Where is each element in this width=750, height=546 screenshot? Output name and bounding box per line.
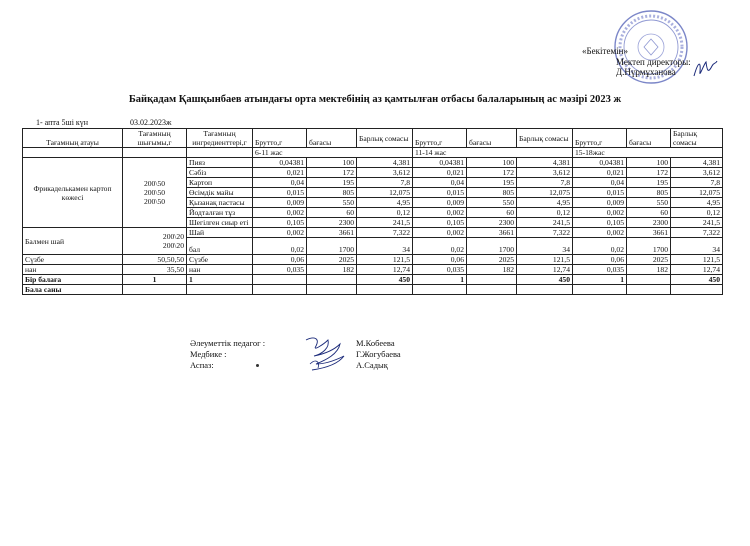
cell: 1: [123, 275, 187, 285]
cell: 182: [627, 265, 671, 275]
cell: 805: [307, 188, 357, 198]
ingredient-name: Сүзбе: [187, 255, 253, 265]
page-title: Байқадам Қашқынбаев атындағы орта мектебінің аз қамтылған отбасы балаларының ас мәзірі 2023 ж: [128, 94, 622, 105]
staff-role: Медбике :: [190, 349, 227, 359]
cell: 2025: [467, 255, 517, 265]
dish-name: Балмен шай: [23, 228, 123, 255]
ingredient-name: Йодталған тұз: [187, 208, 253, 218]
ink-dot: [256, 364, 259, 367]
menu-table: [22, 128, 723, 295]
cell: 121,5: [517, 255, 573, 265]
cell: 0,009: [573, 198, 627, 208]
cell: 0,015: [413, 188, 467, 198]
cell: 121,5: [357, 255, 413, 265]
cell: 121,5: [671, 255, 723, 265]
cell: 0,06: [253, 255, 307, 265]
cell: 0,009: [253, 198, 307, 208]
dish-yield: 50,50,50: [123, 255, 187, 265]
cell: 0,105: [573, 218, 627, 228]
cell: 100: [307, 158, 357, 168]
table-row: [23, 228, 723, 238]
cell: 4,95: [671, 198, 723, 208]
dish-name: нан: [23, 265, 123, 275]
cell: 7,8: [357, 178, 413, 188]
cell: 7,322: [671, 228, 723, 238]
cell: 1: [413, 275, 467, 285]
cell: 241,5: [517, 218, 573, 228]
cell: 0,04381: [573, 158, 627, 168]
dish-name: Сүзбе: [23, 255, 123, 265]
ingredient-name: бал: [187, 238, 253, 255]
header-gross: Брутто,г: [413, 129, 467, 148]
dish-name: Фрикаделькамен картоп көжесі: [23, 158, 123, 228]
cell: 100: [627, 158, 671, 168]
cell: 0,06: [573, 255, 627, 265]
ingredient-name: Пияз: [187, 158, 253, 168]
cell: 3,612: [517, 168, 573, 178]
cell: 3,612: [671, 168, 723, 178]
cell: 7,8: [671, 178, 723, 188]
cell: 12,74: [517, 265, 573, 275]
cell: 182: [467, 265, 517, 275]
cell: 0,12: [517, 208, 573, 218]
header-ingredients: Тағамның ингредиенттері,г: [187, 129, 253, 148]
cell: 7,322: [357, 228, 413, 238]
cell: 0,021: [253, 168, 307, 178]
staff-name: А.Садық: [356, 360, 388, 370]
ingredient-name: Өсімдік майы: [187, 188, 253, 198]
cell: 3661: [627, 228, 671, 238]
cell: 4,381: [671, 158, 723, 168]
cell: 182: [307, 265, 357, 275]
cell: 0,035: [253, 265, 307, 275]
table-row: [23, 265, 723, 275]
director-name: Д.Нүрмұханова: [616, 67, 676, 77]
cell: 1700: [627, 238, 671, 255]
ingredient-name: нан: [187, 265, 253, 275]
approval-heading: «Бекітемін»: [582, 46, 628, 56]
cell: 1: [187, 275, 253, 285]
cell: 12,74: [357, 265, 413, 275]
cell: 0,12: [357, 208, 413, 218]
cell: 0,04: [413, 178, 467, 188]
menu-date: 03.02.2023ж: [130, 118, 172, 127]
cell: 550: [307, 198, 357, 208]
header-row: [23, 129, 723, 148]
cell: 172: [307, 168, 357, 178]
cell: 2300: [467, 218, 517, 228]
cell: 34: [671, 238, 723, 255]
table-row: [23, 158, 723, 168]
header-price: бағасы: [467, 129, 517, 148]
cell: 0,04381: [253, 158, 307, 168]
cell: 60: [467, 208, 517, 218]
cell: 0,105: [413, 218, 467, 228]
cell: 2300: [627, 218, 671, 228]
header-gross: Брутто,г: [253, 129, 307, 148]
cell: 0,002: [413, 208, 467, 218]
cell: 2300: [307, 218, 357, 228]
cell: 0,035: [573, 265, 627, 275]
summary-row: [23, 275, 723, 285]
cell: 1: [573, 275, 627, 285]
cell: 0,105: [253, 218, 307, 228]
cell: 450: [357, 275, 413, 285]
header-total: Барлық сомасы: [517, 129, 573, 148]
staff-row: [190, 349, 401, 360]
cell: 805: [467, 188, 517, 198]
cell: 0,002: [253, 208, 307, 218]
cell: 4,381: [517, 158, 573, 168]
cell: 550: [467, 198, 517, 208]
ingredient-name: Шегілген сиыр еті: [187, 218, 253, 228]
cell: 12,74: [671, 265, 723, 275]
cell: 60: [627, 208, 671, 218]
dish-yield: 200\50 200\50 200\50: [123, 158, 187, 228]
cell: 195: [307, 178, 357, 188]
cell: 241,5: [671, 218, 723, 228]
cell: 0,015: [573, 188, 627, 198]
table-row: [23, 255, 723, 265]
cell: 0,02: [413, 238, 467, 255]
cell: 0,06: [413, 255, 467, 265]
cell: 172: [467, 168, 517, 178]
staff-row: [190, 360, 401, 371]
cell: 100: [467, 158, 517, 168]
cell: 0,04: [573, 178, 627, 188]
cell: 3661: [467, 228, 517, 238]
age-group-11-14: 11-14 жас: [413, 148, 573, 158]
ingredient-name: Картоп: [187, 178, 253, 188]
header-dish: Тағамның атауы: [23, 129, 123, 148]
cell: 550: [627, 198, 671, 208]
summary-label: Бір балаға: [23, 275, 123, 285]
cell: 0,002: [573, 208, 627, 218]
age-group-row: [23, 148, 723, 158]
cell: 241,5: [357, 218, 413, 228]
cell: 34: [357, 238, 413, 255]
cell: 172: [627, 168, 671, 178]
cell: 0,04381: [413, 158, 467, 168]
cell: 0,02: [253, 238, 307, 255]
cell: 0,002: [413, 228, 467, 238]
cell: 4,95: [517, 198, 573, 208]
age-group-6-11: 6-11 жас: [253, 148, 413, 158]
staff-name: М.Кобеева: [356, 338, 395, 348]
cell: 0,12: [671, 208, 723, 218]
cell: 3,612: [357, 168, 413, 178]
staff-signatures: [190, 338, 401, 371]
dish-yield: 35,50: [123, 265, 187, 275]
cell: 7,322: [517, 228, 573, 238]
staff-signature: [300, 334, 348, 374]
cell: 0,002: [573, 228, 627, 238]
cell: 0,015: [253, 188, 307, 198]
staff-row: [190, 338, 401, 349]
cell: 12,075: [357, 188, 413, 198]
age-group-15-18: 15-18жас: [573, 148, 723, 158]
header-total: Барлық сомасы: [671, 129, 723, 148]
cell: 0,035: [413, 265, 467, 275]
cell: 2025: [307, 255, 357, 265]
children-count-label: Бала саны: [23, 285, 123, 295]
ingredient-name: Сәбіз: [187, 168, 253, 178]
header-price: бағасы: [307, 129, 357, 148]
header-gross: Брутто,г: [573, 129, 627, 148]
cell: 805: [627, 188, 671, 198]
cell: 0,021: [573, 168, 627, 178]
header-price: бағасы: [627, 129, 671, 148]
ingredient-name: Шай: [187, 228, 253, 238]
week-day-label: 1- апта 5ші күн: [36, 118, 89, 127]
header-total: Барлық сомасы: [357, 129, 413, 148]
cell: 450: [671, 275, 723, 285]
cell: 195: [627, 178, 671, 188]
director-signature: [692, 58, 718, 80]
cell: 1700: [307, 238, 357, 255]
cell: 3661: [307, 228, 357, 238]
cell: 450: [517, 275, 573, 285]
cell: 2025: [627, 255, 671, 265]
staff-role: Әлеуметтік педагог :: [190, 338, 266, 348]
director-position: Мектеп директоры:: [616, 56, 691, 67]
staff-name: Г.Жогубаева: [356, 349, 401, 359]
cell: 0,009: [413, 198, 467, 208]
children-count-row: [23, 285, 723, 295]
cell: 60: [307, 208, 357, 218]
cell: 0,02: [573, 238, 627, 255]
cell: 4,95: [357, 198, 413, 208]
cell: 0,04: [253, 178, 307, 188]
cell: 12,075: [671, 188, 723, 198]
cell: 1700: [467, 238, 517, 255]
cell: 12,075: [517, 188, 573, 198]
dish-yield: 200\20 200\20: [123, 228, 187, 255]
cell: 195: [467, 178, 517, 188]
cell: 0,021: [413, 168, 467, 178]
ingredient-name: Қызанақ пастасы: [187, 198, 253, 208]
staff-role: Аспаз:: [190, 360, 214, 370]
cell: 4,381: [357, 158, 413, 168]
cell: 0,002: [253, 228, 307, 238]
header-yield: Тағамның шығымы,г: [123, 129, 187, 148]
cell: 7,8: [517, 178, 573, 188]
cell: 34: [517, 238, 573, 255]
